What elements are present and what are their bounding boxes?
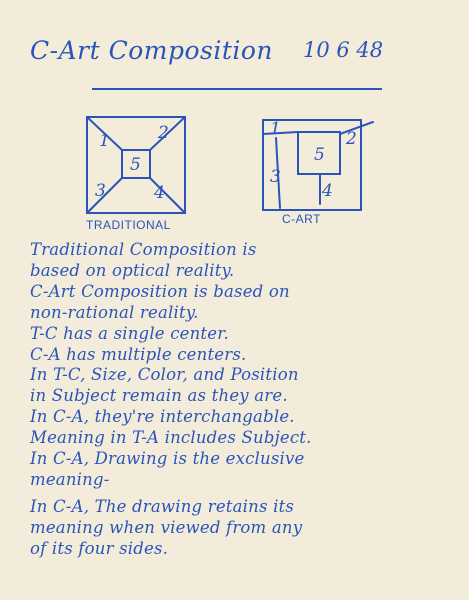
note-line: meaning when viewed from any <box>30 517 303 537</box>
c-art-num-3: 3 <box>270 167 281 187</box>
c-art-num-5: 5 <box>314 145 325 165</box>
notes-list <box>30 240 462 560</box>
note-line: meaning- <box>30 469 110 489</box>
traditional-num-1: 1 <box>99 131 110 151</box>
page-date: 10 6 48 <box>303 38 384 62</box>
note-line: C-A has multiple centers. <box>30 344 247 364</box>
traditional-num-4: 4 <box>154 183 165 203</box>
note-line: based on optical reality. <box>30 260 235 280</box>
c-art-num-4: 4 <box>322 181 333 201</box>
note-line: C-Art Composition is based on <box>30 281 290 301</box>
note-line: Traditional Composition is <box>30 240 257 259</box>
note-line: of its four sides. <box>30 538 169 558</box>
traditional-caption: TRADITIONAL <box>86 218 171 232</box>
note-line: In C-A, The drawing retains its <box>30 496 295 516</box>
traditional-diagram <box>82 112 192 220</box>
note-line: Meaning in T-A includes Subject. <box>30 428 312 448</box>
traditional-num-3: 3 <box>95 181 106 201</box>
note-line: In C-A, Drawing is the exclusive <box>30 449 305 469</box>
note-line: In C-A, they're interchangable. <box>30 407 295 427</box>
c-art-num-2: 2 <box>346 129 357 149</box>
traditional-num-5: 5 <box>130 155 141 175</box>
note-line: in Subject remain as they are. <box>30 386 288 406</box>
note-line: In T-C, Size, Color, and Position <box>30 365 299 385</box>
c-art-num-1: 1 <box>270 119 281 139</box>
page-title: C-Art Composition <box>30 36 274 65</box>
c-art-caption: C-ART <box>282 212 321 226</box>
note-line: T-C has a single center. <box>30 323 229 343</box>
c-art-diagram <box>258 112 378 212</box>
title-underline <box>92 88 382 90</box>
note-line: non-rational reality. <box>30 302 199 322</box>
traditional-num-2: 2 <box>158 123 169 143</box>
